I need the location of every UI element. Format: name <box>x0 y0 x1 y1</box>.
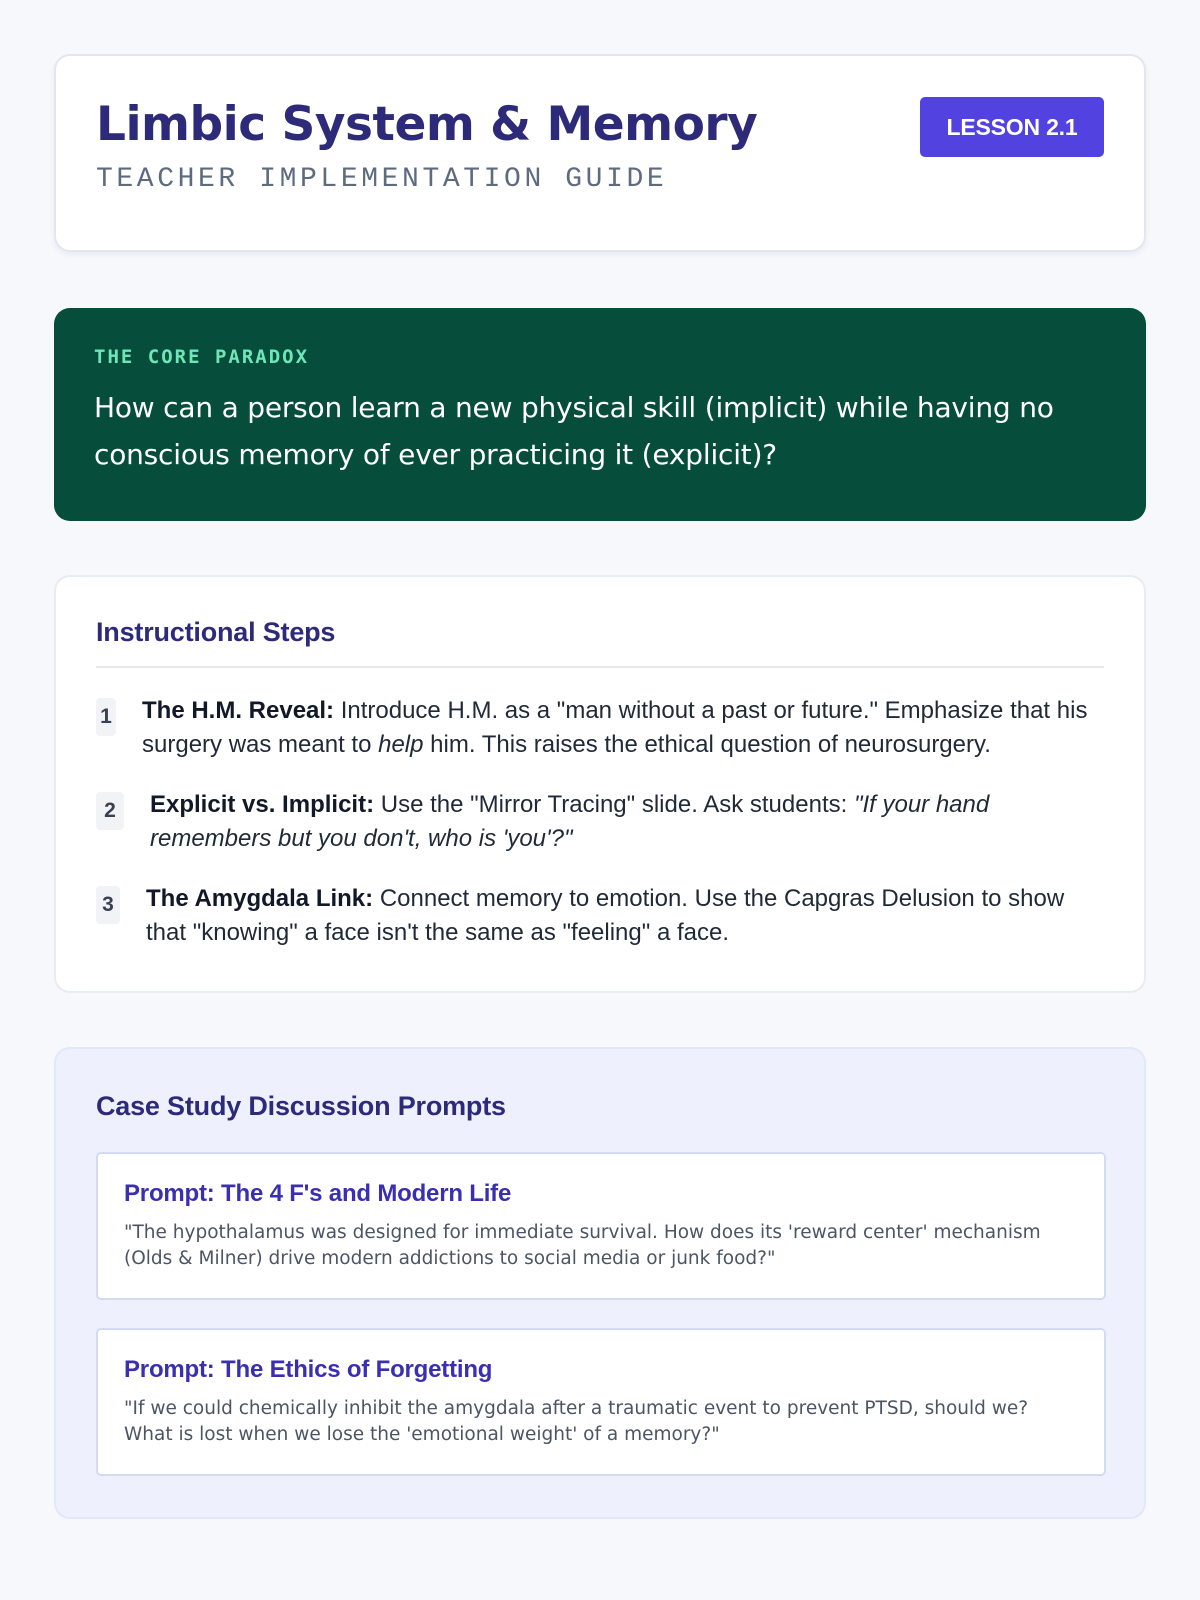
step-emphasis: help <box>378 731 424 758</box>
step-item <box>96 694 1104 762</box>
prompt-title: Prompt: The 4 F's and Modern Life <box>124 1180 512 1207</box>
step-number: 1 <box>96 698 116 736</box>
step-text: Connect memory to emotion. Use the Capgras Delusion to show that "knowing" a face isn't the same as "feeling" a face. <box>146 885 1065 946</box>
step-title: The Amygdala Link: <box>146 885 374 912</box>
step-title: Explicit vs. Implicit: <box>150 791 375 818</box>
core-paradox-card <box>54 308 1146 521</box>
prompt-box <box>96 1328 1106 1476</box>
paradox-label: THE CORE PARADOX <box>94 346 310 368</box>
prompt-title: Prompt: The Ethics of Forgetting <box>124 1356 493 1383</box>
step-text-end: him. This raises the ethical question of neurosurgery. <box>423 731 991 758</box>
prompt-text: "If we could chemically inhibit the amygdala after a traumatic event to prevent PTSD, should we? What is lost when we lose the 'emotional weight' of a memory?" <box>124 1398 1029 1445</box>
step-body <box>146 882 1104 950</box>
page-subtitle: TEACHER IMPLEMENTATION GUIDE <box>96 164 668 195</box>
header-card <box>54 54 1146 252</box>
prompt-box <box>96 1152 1106 1300</box>
steps-heading: Instructional Steps <box>96 617 1104 668</box>
step-text: Use the "Mirror Tracing" slide. Ask students: <box>374 791 854 818</box>
step-number: 3 <box>96 886 120 924</box>
step-number: 2 <box>96 792 124 830</box>
discussion-prompts-card <box>54 1047 1146 1519</box>
step-text: Introduce H.M. as a "man without a past or future." Emphasize that his surgery was meant to <box>142 697 1088 758</box>
step-item <box>96 882 1104 950</box>
step-body <box>142 694 1104 762</box>
prompt-text: "The hypothalamus was designed for immediate survival. How does its 'reward center' mechanism (Olds & Milner) drive modern addictions to social media or junk food?" <box>124 1222 1041 1269</box>
lesson-badge: LESSON 2.1 <box>920 97 1104 157</box>
step-title: The H.M. Reveal: <box>142 697 335 724</box>
instructional-steps-card <box>54 575 1146 993</box>
step-body <box>150 788 1104 856</box>
step-item <box>96 788 1104 856</box>
paradox-question: How can a person learn a new physical skill (implicit) while having no conscious memory of ever practicing it (explicit)? <box>94 391 1054 471</box>
page-title: Limbic System & Memory <box>96 97 758 152</box>
step-list <box>96 694 1104 950</box>
step-emphasis: "If your hand remembers but you don't, who is 'you'?" <box>150 791 990 852</box>
prompts-heading: Case Study Discussion Prompts <box>96 1091 506 1121</box>
